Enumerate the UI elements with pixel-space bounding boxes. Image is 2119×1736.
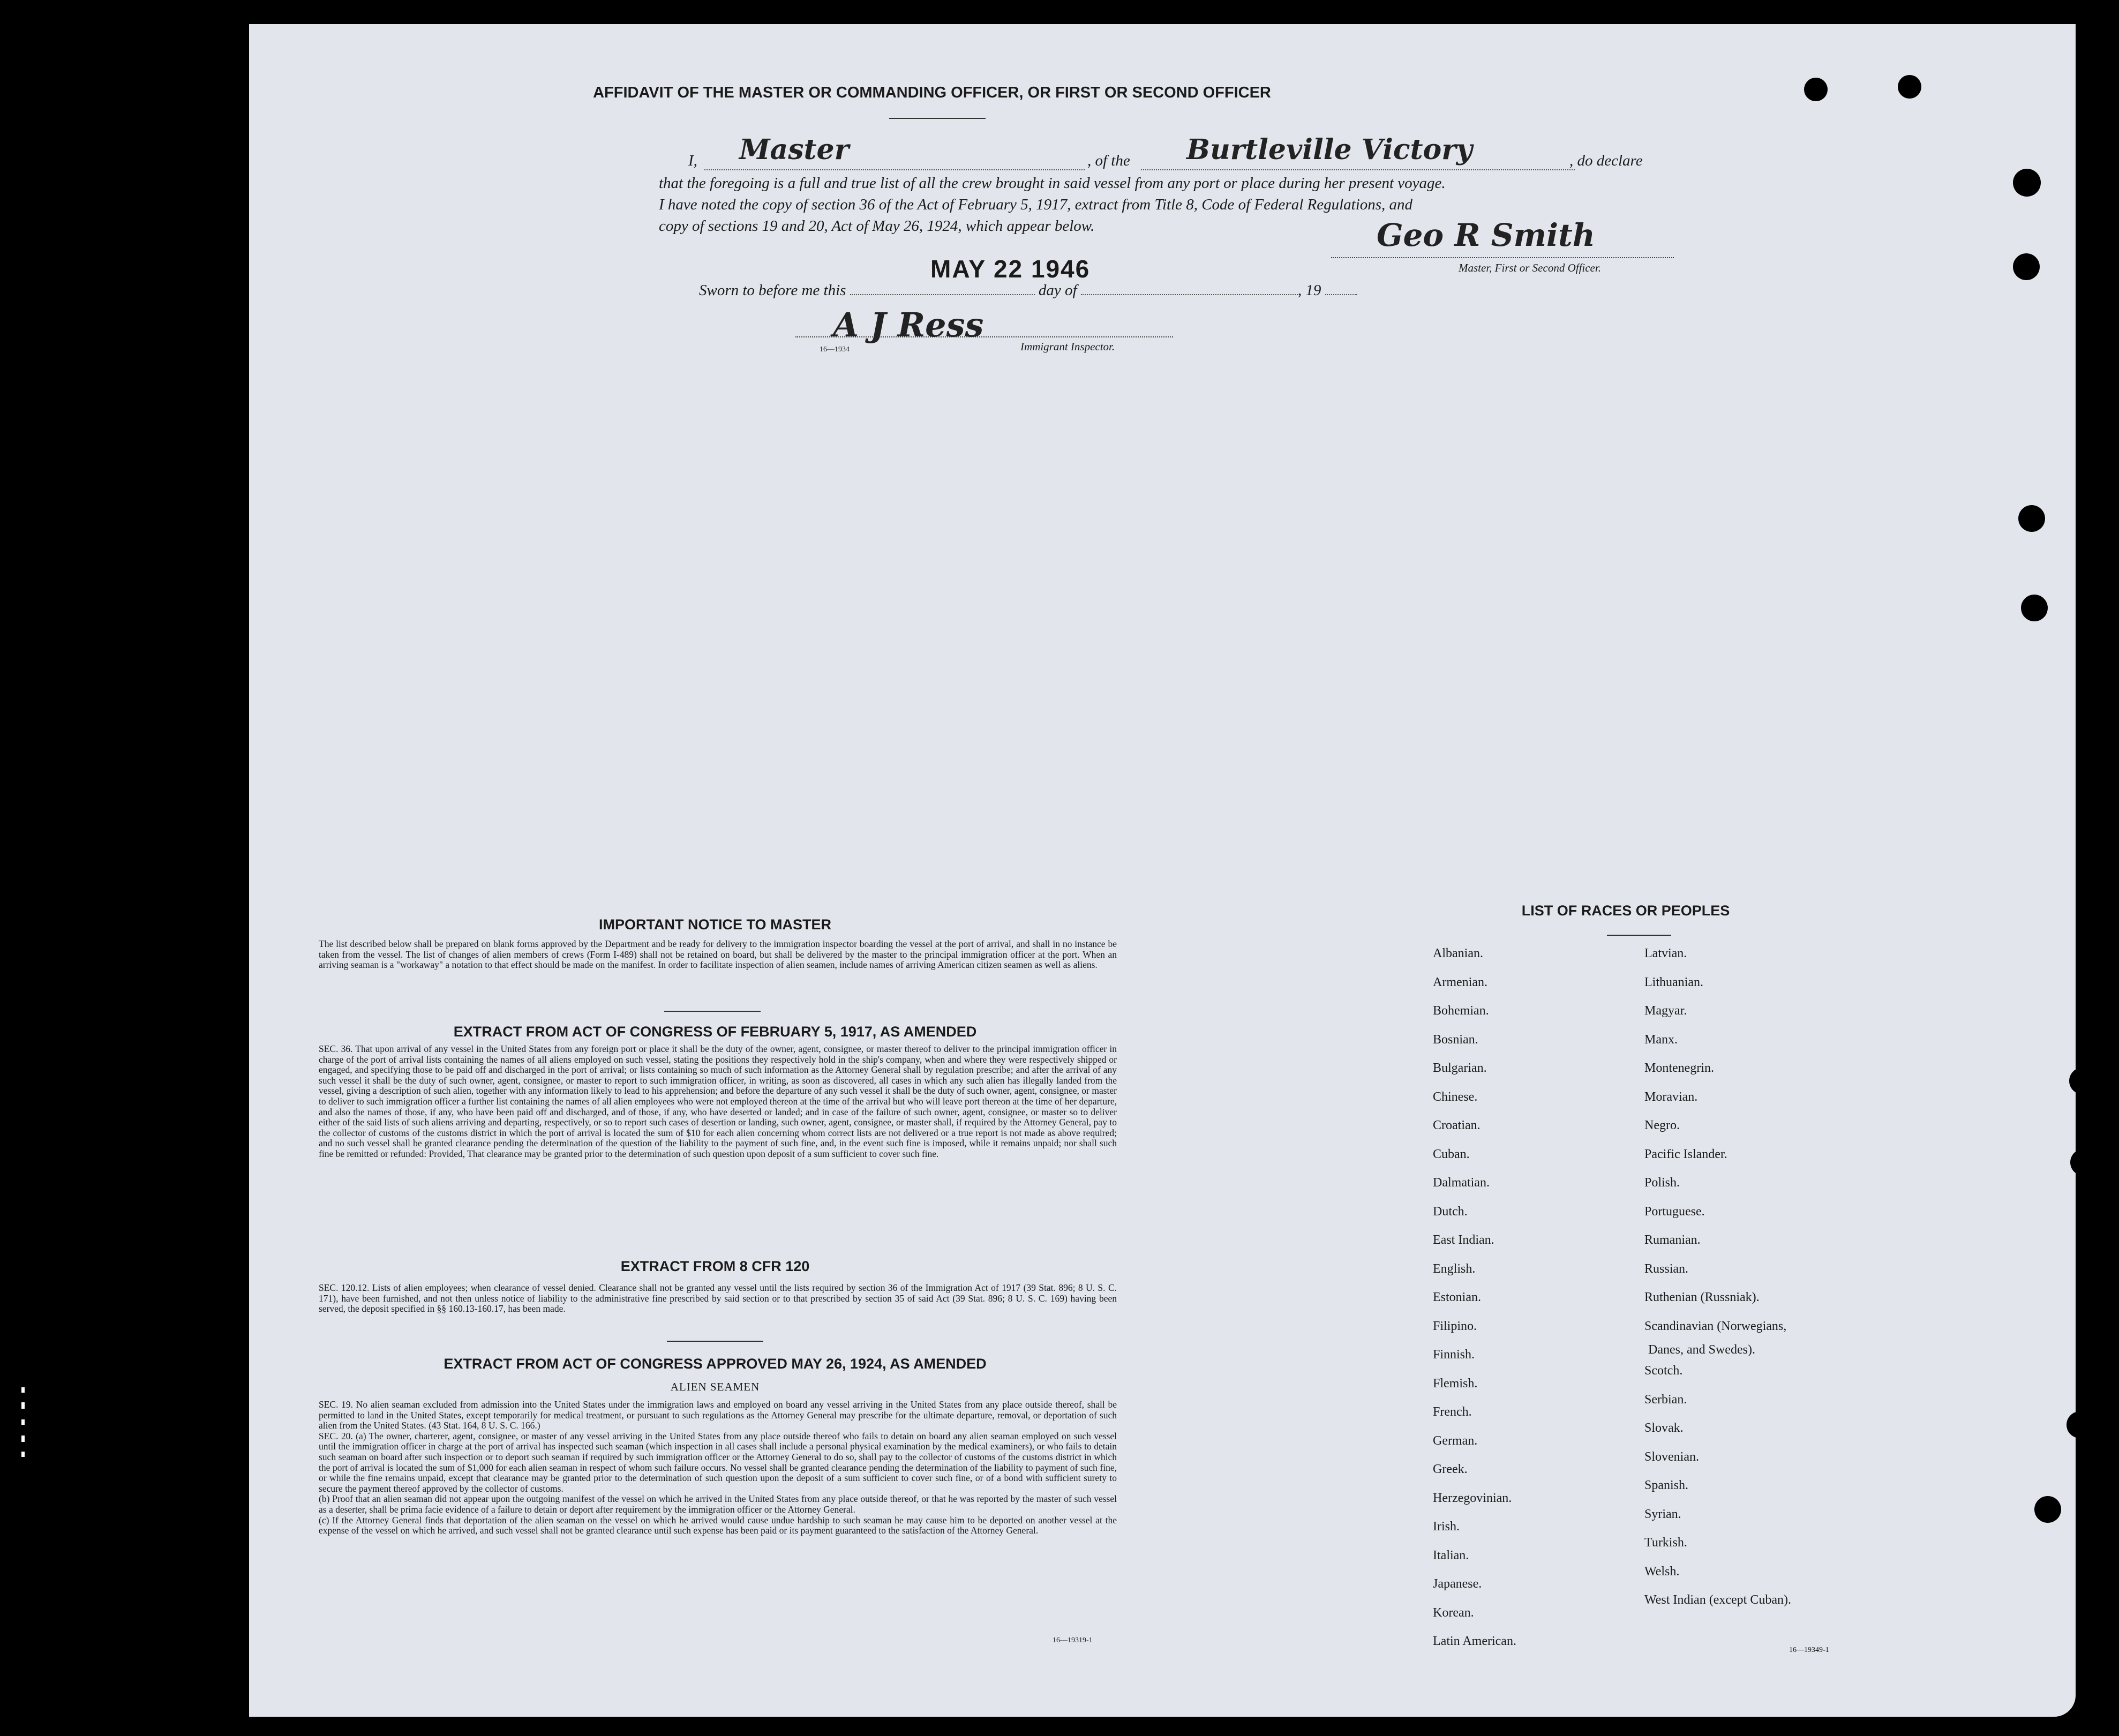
race-item: Herzegovinian. <box>1433 1491 1512 1505</box>
race-item: Montenegrin. <box>1644 1061 1714 1075</box>
race-item: Armenian. <box>1433 975 1487 989</box>
race-item: Polish. <box>1644 1176 1680 1190</box>
race-item: Dalmatian. <box>1433 1176 1490 1190</box>
race-item: Portuguese. <box>1644 1204 1705 1219</box>
punch-hole <box>2021 595 2048 621</box>
sec20a-text: SEC. 20. (a) The owner, charterer, agent, consignee, or master of any vessel arriving in the United States from any place outside thereof who fails to detain on board any alien seaman employed on such vessel until the immigration officer in charge at the port of arrival has inspected such seaman (which inspection in all cases shall include a personal physical examination by the medical examiners), or who fails to detain such seaman on board after such inspection or to deport such seaman if required by such immigration officer or the Attorney General to do so, shall pay to the collector of customs of the customs district in which the port of arrival is located the sum of $1,000 for each alien seaman in respect of whom such failure occurs. No vessel shall be granted clearance pending the determination of the liability to payment of such fine, or while the fine remains unpaid, except that clearance may be granted prior to the determination of such question upon the deposit of a sum sufficient to cover such fine, or of a bond with sufficient surety to secure the payment thereof approved by the collector of customs. <box>319 1430 1117 1494</box>
do-declare-label: , do declare <box>1569 152 1643 169</box>
race-item: Chinese. <box>1433 1089 1478 1104</box>
race-item: Finnish. <box>1433 1348 1475 1362</box>
race-item: Moravian. <box>1644 1089 1698 1104</box>
race-item: Lithuanian. <box>1644 975 1703 989</box>
notice-text: The list described below shall be prepared on blank forms approved by the Department and be ready for delivery to the immigration inspector boarding the vessel at the port of arrival, and shall in no instance be taken from the vessel. The list of changes of alien members of crews (Form I-489) shall not be retained on board, but shall be delivered by the master to the principal immigration officer at the port. When an arriving seaman is a "workaway" a notation to that effect should be made on the manifest. In order to facilitate inspection of alien seamen, include names of arriving American citizen seamen as well as aliens. <box>319 938 1117 971</box>
sworn-day-field <box>850 279 1035 295</box>
race-item: Russian. <box>1644 1261 1689 1276</box>
declaration <box>659 133 1923 237</box>
i-label: I, <box>688 152 697 169</box>
extract-form-number: 16—19319-1 <box>1053 1636 1093 1644</box>
sworn-year-field <box>1325 279 1357 295</box>
punch-hole <box>1898 75 1921 99</box>
affidavit-title: AFFIDAVIT OF THE MASTER OR COMMANDING OFFICER, OR FIRST OR SECOND OFFICER <box>593 84 1271 101</box>
race-item: Slovak. <box>1644 1421 1684 1435</box>
race-item: Latvian. <box>1644 946 1687 960</box>
notice-heading: IMPORTANT NOTICE TO MASTER <box>599 916 831 933</box>
race-item: East Indian. <box>1433 1233 1494 1247</box>
film-edge-mark <box>21 1452 25 1457</box>
race-item: Cuban. <box>1433 1147 1470 1161</box>
sworn-label: Sworn to before me this <box>699 282 846 299</box>
race-item: Flemish. <box>1433 1376 1478 1391</box>
race-item: Magyar. <box>1644 1004 1687 1018</box>
master-caption: Master, First or Second Officer. <box>1459 261 1601 274</box>
race-item: Bosnian. <box>1433 1032 1478 1047</box>
race-item: Filipino. <box>1433 1319 1477 1333</box>
race-item: Latin American. <box>1433 1634 1516 1648</box>
race-item: Ruthenian (Russniak). <box>1644 1290 1760 1304</box>
races-heading: LIST OF RACES OR PEOPLES <box>1521 903 1730 919</box>
race-item: Estonian. <box>1433 1290 1481 1304</box>
race-item: Rumanian. <box>1644 1233 1701 1247</box>
race-item: West Indian (except Cuban). <box>1644 1593 1791 1607</box>
sec19-text: SEC. 19. No alien seaman excluded from admission into the United States under the immigration laws and employed on board any vessel arriving in the United States from any place outside thereof, shall be permitted to land in the United States, except temporarily for medical treatment, or pursuant to such regulations as the Attorney General may prescribe for the ultimate departure, removal, or deportation of such alien from the United States. (43 Stat. 164, 8 U. S. C. 166.) <box>319 1399 1117 1431</box>
sec20c-text: (c) If the Attorney General finds that deportation of the alien seaman on the vessel on which he arrived would cause undue hardship to such seaman he may cause him to be deported on another vessel at the expense of the vessel on which he arrived, and such vessel shall not be granted clearance until such expense has been paid or its payment guaranteed to the satisfaction of the Attorney General. <box>319 1514 1117 1536</box>
vessel-handwritten: Burtleville Victory <box>1186 133 1472 166</box>
declaration-line-4: copy of sections 19 and 20, Act of May 26, 1924, which appear below. <box>659 217 1095 235</box>
race-item: Syrian. <box>1644 1507 1681 1521</box>
races-divider <box>1607 935 1671 936</box>
race-item: Bohemian. <box>1433 1004 1489 1018</box>
inspector-form-number: 16—1934 <box>820 345 850 354</box>
extract-1917-text: SEC. 36. That upon arrival of any vessel in the United States from any foreign port or place it shall be the duty of the owner, agent, consignee, or master thereof to deliver to the principal immigration officer in charge of the port of arrival lists containing the names of all aliens employed on such vessel, stating the positions they respectively hold in the ship's company, when and where they were respectively shipped or engaged, and specifying those to be paid off and discharged in the port of arrival; or lists containing so much of such information as the Attorney General shall by regulation prescribe; and after the arrival of any such vessel it shall be the duty of such owner, agent, consignee, or master to report to such immigration officer, in writing, as soon as discovered, all cases in which any such alien has illegally landed from the vessel, giving a description of such alien, together with any information likely to lead to his apprehension; and before the departure of any such vessel it shall be the duty of such owner, agent, consignee, or master to deliver to such immigration officer a further list containing the names of all alien employees who were not employed thereon at the time of the arrival but who will leave port thereon at the time of her departure, and also the names of those, if any, who have been paid off and discharged, and of those, if any, who have deserted or landed; and in case of the failure of such owner, agent, consignee, or master so to deliver either of the said lists of such aliens arriving and departing, respectively, or so to report such cases of desertion or landing, such owner, agent, consignee, or master shall, if required by the Attorney General, pay to the collector of customs of the customs district in which the port of arrival is located the sum of $10 for each alien concerning whom correct lists are not delivered or a true report is not made as above required; and no such vessel shall be granted clearance pending the determination of the question of the liability to the payment of such fine, and, in the event such fine is imposed, while it remains unpaid; nor shall such fine be remitted or refunded: Provided, That clearance may be granted prior to the determination of such question upon deposit of a sum sufficient to cover such fine. <box>319 1043 1117 1159</box>
race-item: Croatian. <box>1433 1118 1481 1132</box>
date-stamp: MAY 22 1946 <box>930 255 1091 283</box>
race-item: English. <box>1433 1261 1476 1276</box>
extract-cfr-heading: EXTRACT FROM 8 CFR 120 <box>620 1258 810 1274</box>
extract-cfr-text: SEC. 120.12. Lists of alien employees; when clearance of vessel denied. Clearance shall not be granted any vessel until the lists required by section 36 of the Immigration Act of 1917 (39 Stat. 896; 8 U. S. C. 171), have been furnished, and not then unless notice of liability to the administrative fine prescribed by said section or to that prescribed by section 35 of said Act (39 Stat. 896; 8 U. S. C. 169) having been served, the deposit specified in §§ 160.13-160.17, has been made. <box>319 1282 1117 1314</box>
punch-hole <box>2067 1411 2076 1438</box>
declaration-line-3: I have noted the copy of section 36 of the Act of February 5, 1917, extract from Title 8, Code of Federal Regulations, and <box>659 196 1413 213</box>
race-item: Spanish. <box>1644 1478 1689 1492</box>
title-divider <box>889 118 986 119</box>
race-item: Bulgarian. <box>1433 1061 1487 1075</box>
race-item: Italian. <box>1433 1548 1469 1562</box>
of-the-label: , of the <box>1087 152 1130 169</box>
film-edge-mark <box>21 1419 25 1425</box>
day-of-label: day of <box>1038 282 1077 299</box>
race-item: French. <box>1433 1405 1472 1419</box>
race-item: Scandinavian (Norwegians, <box>1644 1319 1787 1333</box>
race-item: Greek. <box>1433 1462 1468 1476</box>
race-item: Pacific Islander. <box>1644 1147 1727 1161</box>
punch-hole <box>2034 1496 2061 1523</box>
extract-1924-heading: EXTRACT FROM ACT OF CONGRESS APPROVED MAY 26, 1924, AS AMENDED <box>444 1356 987 1372</box>
inspector-caption: Immigrant Inspector. <box>1020 340 1115 353</box>
sworn-line <box>699 279 1717 301</box>
rank-handwritten: Master <box>739 133 850 166</box>
race-item: Scotch. <box>1644 1364 1683 1378</box>
sec20b-text: (b) Proof that an alien seaman did not appear upon the outgoing manifest of the vessel on which he arrived in the United States from any place outside thereof, or that he was reported by the master of such vessel as a deserter, shall be prima facie evidence of a failure to detain or deport after requirement by the immigration officer or the Attorney General. <box>319 1493 1117 1515</box>
race-item: Albanian. <box>1433 946 1483 960</box>
film-edge-mark <box>21 1387 25 1393</box>
year-label: , 19 <box>1297 282 1321 299</box>
punch-hole <box>2070 1149 2076 1176</box>
race-item: Manx. <box>1644 1032 1678 1047</box>
film-edge-mark <box>21 1402 25 1409</box>
extract-1924-subheading: ALIEN SEAMEN <box>670 1380 760 1393</box>
declaration-line-1 <box>659 133 1923 171</box>
inspector-signature: A J Ress <box>833 305 984 344</box>
document-page <box>249 24 2076 1717</box>
extract-1924-body <box>319 1400 1117 1536</box>
race-item: Slovenian. <box>1644 1449 1699 1464</box>
declaration-line-2: that the foregoing is a full and true list of all the crew brought in said vessel from any port or place during her present voyage. <box>659 175 1446 192</box>
extract-1917-heading: EXTRACT FROM ACT OF CONGRESS OF FEBRUARY 5, 1917, AS AMENDED <box>453 1024 977 1040</box>
section-divider <box>667 1341 763 1342</box>
section-divider <box>664 1011 761 1012</box>
race-item: Japanese. <box>1433 1577 1482 1591</box>
punch-hole <box>2013 169 2041 197</box>
race-item: German. <box>1433 1433 1478 1448</box>
race-item: Serbian. <box>1644 1392 1687 1407</box>
races-form-number: 16—19349-1 <box>1789 1646 1829 1654</box>
punch-hole <box>2018 505 2045 532</box>
race-item: Irish. <box>1433 1520 1460 1534</box>
race-item: Korean. <box>1433 1605 1474 1620</box>
punch-hole <box>1804 78 1828 101</box>
race-item: Turkish. <box>1644 1536 1687 1550</box>
punch-hole <box>2069 1068 2076 1094</box>
punch-hole <box>2013 253 2040 280</box>
master-signature: Geo R Smith <box>1377 217 1595 253</box>
race-item: Welsh. <box>1644 1564 1680 1579</box>
film-edge-mark <box>21 1436 25 1442</box>
race-item: Dutch. <box>1433 1204 1468 1219</box>
sworn-month-field <box>1081 279 1298 295</box>
race-item-continuation: Danes, and Swedes). <box>1648 1343 1755 1357</box>
race-item: Negro. <box>1644 1118 1680 1132</box>
master-signature-line <box>1331 257 1674 258</box>
